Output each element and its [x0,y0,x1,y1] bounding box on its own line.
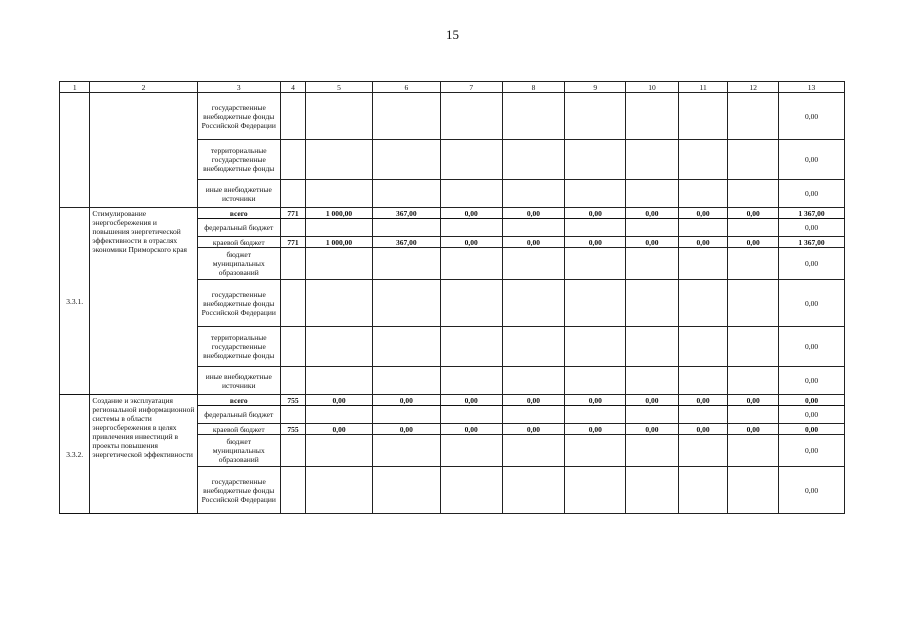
value-c4 [280,467,305,514]
column-header: 5 [306,82,373,93]
funding-source: всего [197,395,280,406]
value-c10 [626,248,679,280]
value-c4: 771 [280,237,305,248]
value-c4 [280,327,305,367]
table-row [60,93,845,140]
value-c12: 0,00 [728,208,779,219]
value-c4 [280,248,305,280]
value-c7 [440,180,502,208]
value-c12 [728,367,779,395]
value-c7 [440,93,502,140]
total-value: 0,00 [779,424,845,435]
value-c4: 755 [280,424,305,435]
value-c6 [372,327,440,367]
total-value: 0,00 [779,435,845,467]
value-c9 [565,327,626,367]
value-c7 [440,327,502,367]
funding-source: федеральный бюджет [197,406,280,424]
funding-source: краевой бюджет [197,424,280,435]
page-number: 15 [446,27,459,42]
value-c11 [678,219,728,237]
value-c7 [440,406,502,424]
value-c4 [280,140,305,180]
column-header: 4 [280,82,305,93]
value-c8 [502,367,565,395]
value-c8 [502,248,565,280]
total-value: 0,00 [779,248,845,280]
value-c4 [280,93,305,140]
value-c5 [306,406,373,424]
value-c5 [306,280,373,327]
value-c8 [502,327,565,367]
funding-source: территориальные государственные внебюджетные фонды [197,140,280,180]
value-c8 [502,219,565,237]
value-c11 [678,367,728,395]
measure-name: Создание и эксплуатация региональной информационной системы в области энергосбережения в целях привлечения инвестиций в проекты повышения энергетической эффективности [90,395,197,514]
section-number [60,93,90,208]
column-header: 7 [440,82,502,93]
value-c9: 0,00 [565,424,626,435]
value-c9 [565,367,626,395]
value-c7 [440,467,502,514]
value-c11: 0,00 [678,208,728,219]
column-header: 9 [565,82,626,93]
value-c8 [502,406,565,424]
value-c8 [502,280,565,327]
funding-source: государственные внебюджетные фонды Российской Федерации [197,93,280,140]
value-c8 [502,140,565,180]
value-c11 [678,280,728,327]
value-c9: 0,00 [565,208,626,219]
value-c9 [565,406,626,424]
value-c5 [306,248,373,280]
value-c7: 0,00 [440,237,502,248]
column-header: 13 [779,82,845,93]
value-c10 [626,180,679,208]
value-c9 [565,140,626,180]
value-c12: 0,00 [728,395,779,406]
value-c6 [372,219,440,237]
value-c8 [502,93,565,140]
value-c12 [728,280,779,327]
total-value: 0,00 [779,280,845,327]
value-c7 [440,248,502,280]
value-c5: 0,00 [306,395,373,406]
value-c5: 1 000,00 [306,208,373,219]
value-c10: 0,00 [626,208,679,219]
value-c11: 0,00 [678,395,728,406]
value-c4 [280,406,305,424]
value-c7: 0,00 [440,424,502,435]
value-c6 [372,140,440,180]
value-c12 [728,406,779,424]
funding-source: территориальные государственные внебюджетные фонды [197,327,280,367]
value-c5 [306,219,373,237]
column-header: 8 [502,82,565,93]
value-c12 [728,435,779,467]
funding-source: бюджет муниципальных образований [197,435,280,467]
value-c4 [280,435,305,467]
funding-source: всего [197,208,280,219]
value-c12 [728,467,779,514]
value-c9 [565,435,626,467]
funding-source: федеральный бюджет [197,219,280,237]
budget-table [59,81,845,514]
table-row [60,208,845,219]
column-header: 2 [90,82,197,93]
total-value: 0,00 [779,93,845,140]
value-c4: 755 [280,395,305,406]
value-c7 [440,435,502,467]
value-c10 [626,219,679,237]
value-c5 [306,93,373,140]
value-c8: 0,00 [502,424,565,435]
total-value: 0,00 [779,395,845,406]
value-c10 [626,367,679,395]
value-c6 [372,435,440,467]
value-c6: 0,00 [372,395,440,406]
value-c4 [280,180,305,208]
value-c6 [372,280,440,327]
value-c5: 1 000,00 [306,237,373,248]
funding-source: иные внебюджетные источники [197,180,280,208]
value-c6 [372,467,440,514]
value-c7: 0,00 [440,395,502,406]
value-c9 [565,280,626,327]
value-c11 [678,327,728,367]
value-c11 [678,435,728,467]
total-value: 0,00 [779,219,845,237]
measure-name [90,93,197,208]
value-c4: 771 [280,208,305,219]
value-c11: 0,00 [678,237,728,248]
value-c5: 0,00 [306,424,373,435]
value-c10 [626,467,679,514]
column-header: 1 [60,82,90,93]
value-c6: 367,00 [372,237,440,248]
value-c11 [678,406,728,424]
value-c9 [565,180,626,208]
total-value: 1 367,00 [779,208,845,219]
value-c11: 0,00 [678,424,728,435]
total-value: 0,00 [779,327,845,367]
value-c7 [440,280,502,327]
total-value: 0,00 [779,406,845,424]
value-c9: 0,00 [565,395,626,406]
value-c4 [280,280,305,327]
value-c11 [678,93,728,140]
value-c11 [678,248,728,280]
value-c12 [728,327,779,367]
funding-source: государственные внебюджетные фонды Российской Федерации [197,280,280,327]
value-c4 [280,219,305,237]
value-c12 [728,140,779,180]
value-c10 [626,435,679,467]
value-c7: 0,00 [440,208,502,219]
value-c5 [306,435,373,467]
funding-source: бюджет муниципальных образований [197,248,280,280]
column-header: 3 [197,82,280,93]
value-c10: 0,00 [626,237,679,248]
value-c9: 0,00 [565,237,626,248]
value-c5 [306,180,373,208]
value-c6 [372,93,440,140]
funding-source: государственные внебюджетные фонды Российской Федерации [197,467,280,514]
value-c10: 0,00 [626,424,679,435]
value-c8 [502,435,565,467]
value-c11 [678,467,728,514]
section-number: 3.3.1. [60,208,90,395]
value-c6 [372,367,440,395]
column-header: 12 [728,82,779,93]
value-c7 [440,219,502,237]
value-c10 [626,406,679,424]
value-c12 [728,248,779,280]
value-c10 [626,327,679,367]
total-value: 1 367,00 [779,237,845,248]
column-header: 11 [678,82,728,93]
total-value: 0,00 [779,140,845,180]
value-c12 [728,93,779,140]
value-c7 [440,367,502,395]
value-c10 [626,140,679,180]
value-c10 [626,93,679,140]
value-c12 [728,219,779,237]
value-c5 [306,327,373,367]
value-c9 [565,467,626,514]
value-c9 [565,248,626,280]
value-c12: 0,00 [728,424,779,435]
value-c10 [626,280,679,327]
value-c8: 0,00 [502,395,565,406]
section-number: 3.3.2. [60,395,90,514]
value-c4 [280,367,305,395]
value-c5 [306,367,373,395]
value-c9 [565,93,626,140]
value-c8: 0,00 [502,208,565,219]
column-number-row [60,82,845,93]
total-value: 0,00 [779,367,845,395]
value-c6 [372,248,440,280]
value-c12 [728,180,779,208]
column-header: 6 [372,82,440,93]
column-header: 10 [626,82,679,93]
value-c12: 0,00 [728,237,779,248]
value-c11 [678,180,728,208]
total-value: 0,00 [779,180,845,208]
value-c6: 367,00 [372,208,440,219]
funding-source: иные внебюджетные источники [197,367,280,395]
value-c8 [502,180,565,208]
value-c5 [306,467,373,514]
funding-source: краевой бюджет [197,237,280,248]
value-c6 [372,180,440,208]
table-row [60,395,845,406]
value-c8: 0,00 [502,237,565,248]
value-c6 [372,406,440,424]
total-value: 0,00 [779,467,845,514]
value-c8 [502,467,565,514]
value-c5 [306,140,373,180]
value-c10: 0,00 [626,395,679,406]
value-c6: 0,00 [372,424,440,435]
value-c7 [440,140,502,180]
value-c11 [678,140,728,180]
measure-name: Стимулирование энергосбережения и повышения энергетической эффективности в отраслях экономики Приморского края [90,208,197,395]
value-c9 [565,219,626,237]
